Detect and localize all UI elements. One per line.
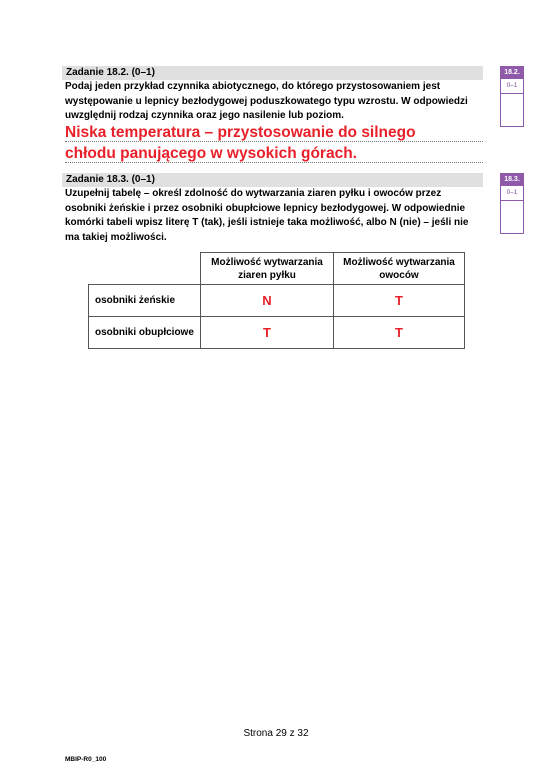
- table-row: [89, 285, 465, 317]
- answer-dotted-line: [65, 141, 483, 142]
- exam-code: MBIP-R0_100: [65, 756, 107, 763]
- answer-line: chłodu panującego w wysokich górach.: [65, 145, 357, 162]
- answer-dotted-line: [65, 162, 483, 163]
- instruction-line: Uzupełnij tabelę – określ zdolność do wytwarzania ziaren pyłku i owoców przez: [65, 188, 442, 199]
- reproduction-table: [88, 252, 465, 349]
- col-header-pollen: [201, 253, 334, 285]
- instruction-line: Podaj jeden przykład czynnika abiotycznego, do którego przystosowaniem jest: [65, 81, 441, 92]
- score-box-number: 18.3.: [501, 174, 523, 186]
- task-18-2-header: Zadanie 18.2. (0–1): [62, 66, 483, 80]
- task-18-2-instructions: [65, 80, 468, 124]
- task-18-2-answer: [65, 122, 416, 164]
- answer-cell: T: [334, 285, 465, 317]
- answer-line: Niska temperatura – przystosowanie do silnego: [65, 124, 416, 141]
- instruction-line: występowanie u lepnicy bezłodygowej poduszkowatego typu wzrostu. W odpowiedzi: [65, 95, 468, 107]
- score-box-18-2: [500, 66, 524, 127]
- answer-cell: N: [201, 285, 334, 317]
- table-row: [89, 317, 465, 349]
- instruction-line: osobniki żeńskie i przez osobniki obupłciowe lepnicy bezłodygowej. W odpowiednie: [65, 202, 466, 214]
- score-box-blank: [501, 201, 523, 233]
- col-header-line: ziaren pyłku: [238, 269, 296, 281]
- score-box-18-3: [500, 173, 524, 234]
- task-18-3-header: Zadanie 18.3. (0–1): [62, 173, 483, 187]
- page-number: Strona 29 z 32: [243, 728, 309, 739]
- empty-corner-cell: [89, 253, 201, 285]
- instruction-line: komórki tabeli wpisz literę T (tak), jeśli istnieje taka możliwość, albo N (nie) – jeśli nie: [65, 217, 469, 228]
- answer-cell: T: [201, 317, 334, 349]
- col-header-line: Możliwość wytwarzania: [343, 256, 455, 268]
- row-label: osobniki obupłciowe: [89, 317, 201, 349]
- instruction-line: uwzględnij rodzaj czynnika oraz jego nasilenie lub poziom.: [65, 110, 344, 121]
- answer-cell: T: [334, 317, 465, 349]
- score-box-points: 0–1: [501, 186, 523, 201]
- score-box-points: 0–1: [501, 79, 523, 94]
- instruction-line: ma takiej możliwości.: [65, 231, 167, 243]
- col-header-line: Możliwość wytwarzania: [211, 256, 323, 268]
- table-header-row: [89, 253, 465, 285]
- row-label: osobniki żeńskie: [89, 285, 201, 317]
- score-box-blank: [501, 94, 523, 126]
- col-header-fruits: [334, 253, 465, 285]
- task-18-3-instructions: [65, 187, 468, 245]
- col-header-line: owoców: [379, 269, 419, 281]
- score-box-number: 18.2.: [501, 67, 523, 79]
